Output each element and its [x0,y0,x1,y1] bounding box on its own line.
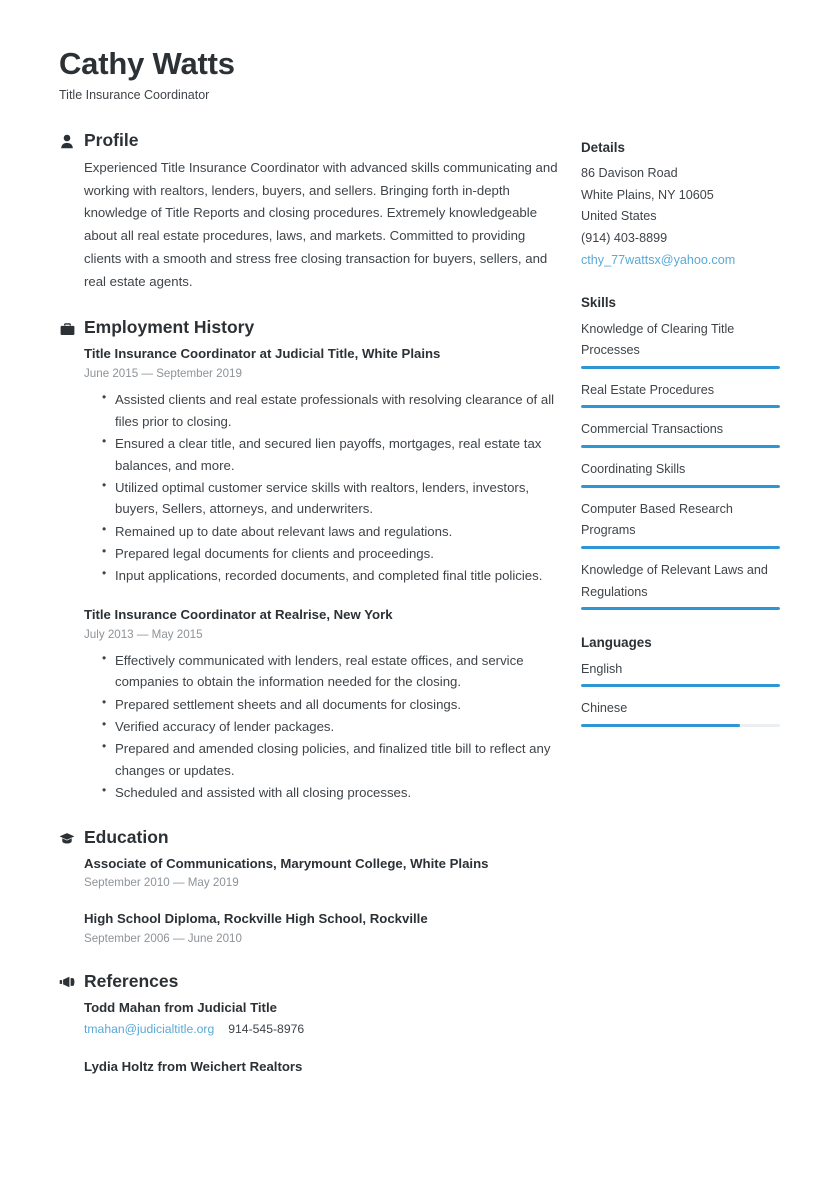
candidate-job-title: Title Insurance Coordinator [59,87,210,102]
megaphone-icon [59,974,75,990]
skill-label: Commercial Transactions [581,422,724,437]
employment-entry-bullets [84,650,559,804]
bullet-item: • Input applications, recorded documents, and completed final title policies. [115,565,559,586]
section-profile-title: Profile [84,130,139,150]
skill-bar-track [581,445,780,448]
person-icon [59,134,75,150]
skill-bar-track [581,485,780,488]
education-entry-date: September 2006 — June 2010 [84,931,242,945]
section-profile [59,130,559,293]
bullet-item: • Utilized optimal customer service skills with realtors, lenders, investors, buyers, Sellers, attorneys, and underwriters. [115,477,559,520]
sidebar-details [581,138,781,271]
education-entry-title: Associate of Communications, Marymount College, White Plains [84,855,489,871]
skill-item [581,419,781,448]
detail-city: White Plains, NY 10605 [581,187,714,202]
detail-street: 86 Davison Road [581,166,678,181]
language-bar-track [581,724,780,727]
bullet-item: • Remained up to date about relevant laws and regulations. [115,521,559,542]
sidebar-skills [581,293,781,610]
skill-bar-fill [581,405,780,408]
detail-email-link[interactable]: cthy_77wattsx@yahoo.com [581,252,736,267]
bullet-item: • Prepared and amended closing policies, and finalized title bill to reflect any changes or updates. [115,738,559,781]
skill-item [581,459,781,488]
reference-entry [84,1057,559,1077]
skill-label: Knowledge of Relevant Laws and Regulations [581,563,768,599]
language-item [581,698,781,727]
skill-bar-track [581,405,780,408]
language-item [581,659,781,688]
bullet-item: • Prepared legal documents for clients and proceedings. [115,543,559,564]
briefcase-icon [59,321,75,337]
language-bar-fill [581,684,780,687]
skill-bar-track [581,607,780,610]
section-employment-head [59,317,559,338]
section-employment [59,317,559,803]
reference-email-link[interactable]: tmahan@judicialtitle.org [84,1021,215,1036]
employment-entry-title: Title Insurance Coordinator at Judicial Title, White Plains [84,346,441,362]
section-employment-body [59,344,559,803]
employment-entry-title: Title Insurance Coordinator at Realrise, New York [84,606,393,622]
reference-contact [84,1020,559,1038]
detail-phone: (914) 403-8899 [581,231,668,246]
section-references-body [59,998,559,1077]
skill-item [581,380,781,409]
employment-entry-date: July 2013 — May 2015 [84,627,203,641]
skill-item [581,560,781,610]
education-entry-title: High School Diploma, Rockville High School, Rockville [84,910,428,926]
section-employment-title: Employment History [84,317,255,338]
reference-phone: 914-545-8976 [228,1021,305,1036]
bullet-item: • Ensured a clear title, and secured lien payoffs, mortgages, real estate tax balances, and more. [115,433,559,476]
sidebar-column [581,138,781,738]
main-column [59,130,559,1077]
profile-text: Experienced Title Insurance Coordinator with advanced skills communicating and working with realtors, lenders, buyers, and sellers. Bringing forth in-depth knowledge of Title Reports and closing procedures. Extremely knowledgeable about all real estate procedures, laws, and markets. Committed to providing clients with a smooth and stress free closing transaction for buyers, sellers, and real estate agents. [84,160,558,289]
skill-bar-fill [581,607,780,610]
language-bar-track [581,684,780,687]
bullet-item: • Prepared settlement sheets and all documents for closings. [115,694,559,715]
sidebar-details-title: Details [581,140,625,155]
education-entry [84,909,559,947]
reference-name: Lydia Holtz from Weichert Realtors [84,1059,303,1075]
skill-bar-fill [581,546,780,549]
skill-label: Knowledge of Clearing Title Processes [581,321,735,358]
employment-entry [84,344,559,587]
section-education [59,827,559,947]
skill-label: Computer Based Research Programs [581,501,733,538]
skill-item [581,499,781,549]
language-bar-fill [581,724,740,727]
skill-label: Coordinating Skills [581,462,686,477]
sidebar-skills-title: Skills [581,295,616,311]
skill-bar-fill [581,485,780,488]
language-label: English [581,661,623,676]
section-education-title: Education [84,826,169,847]
bullet-item: • Effectively communicated with lenders, real estate offices, and service companies to obtain the information needed for the closing. [115,650,559,693]
employment-entry [84,605,559,804]
section-profile-head [59,130,559,151]
section-education-head [59,827,559,848]
skill-bar-track [581,546,780,549]
employment-entry-bullets [84,389,559,586]
skill-bar-fill [581,366,780,369]
section-education-body [59,854,559,947]
section-profile-body [59,157,559,293]
language-label: Chinese [581,701,628,716]
reference-name: Todd Mahan from Judicial Title [84,999,277,1015]
employment-entry-date: June 2015 — September 2019 [84,367,242,381]
section-references [59,971,559,1077]
skill-bar-track [581,366,780,369]
graduation-cap-icon [59,830,75,846]
skill-bar-fill [581,445,780,448]
candidate-name: Cathy Watts [59,46,235,81]
section-references-head [59,971,559,992]
bullet-item: • Scheduled and assisted with all closing processes. [115,782,559,803]
sidebar-languages [581,633,781,726]
education-entry [84,854,559,892]
section-references-title: References [84,970,179,991]
detail-country: United States [581,209,657,224]
skill-label: Real Estate Procedures [581,382,715,397]
resume-header [59,46,699,103]
education-entry-date: September 2010 — May 2019 [84,876,239,890]
bullet-item: • Verified accuracy of lender packages. [115,716,559,737]
skill-item [581,319,781,369]
reference-entry [84,998,559,1038]
bullet-item: • Assisted clients and real estate professionals with resolving clearance of all files prior to closing. [115,389,559,432]
sidebar-languages-title: Languages [581,635,652,651]
